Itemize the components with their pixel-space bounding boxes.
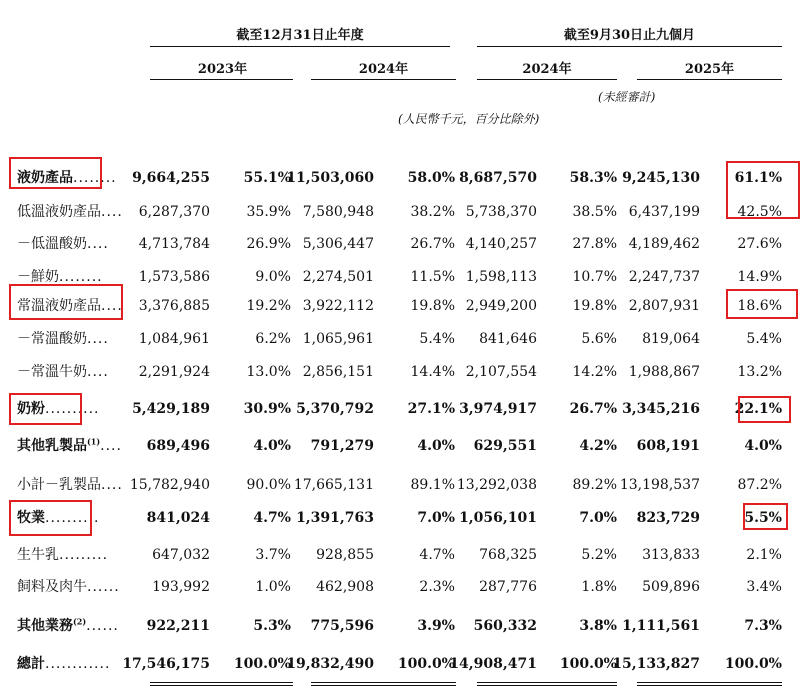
amount-cell: 823,729 <box>636 510 700 526</box>
amount-cell: 4,140,257 <box>465 236 537 252</box>
percent-cell: 35.9% <box>246 204 291 220</box>
row-label-text: 其他乳製品 <box>17 438 87 454</box>
leader-dots: ........ <box>73 170 117 186</box>
leader-dots: ........ <box>59 269 103 285</box>
percent-cell: 7.0% <box>579 510 617 526</box>
amount-cell: 287,776 <box>479 579 537 595</box>
percent-cell: 90.0% <box>246 477 291 493</box>
amount-cell: 13,292,038 <box>456 477 537 493</box>
amount-cell: 6,287,370 <box>138 204 210 220</box>
row-label <box>17 325 109 353</box>
percent-cell: 14.4% <box>410 364 455 380</box>
percent-cell: 87.2% <box>737 477 782 493</box>
percent-cell: 27.6% <box>737 236 782 252</box>
amount-cell: 6,437,199 <box>628 204 700 220</box>
leader-dots: .... <box>101 477 123 493</box>
amount-cell: 791,279 <box>310 438 374 454</box>
footnote-marker: (1) <box>87 436 101 447</box>
percent-cell: 100.0% <box>724 656 782 672</box>
percent-cell: 61.1% <box>734 170 782 186</box>
amount-cell: 2,807,931 <box>628 298 700 314</box>
header-annual-underline <box>150 46 450 47</box>
unaudited-note: (未經審計) <box>598 90 656 104</box>
percent-cell: 22.1% <box>734 401 782 417</box>
percent-cell: 38.5% <box>572 204 617 220</box>
leader-dots: .... <box>101 298 123 314</box>
percent-cell: 26.9% <box>246 236 291 252</box>
percent-cell: 100.0% <box>397 656 455 672</box>
amount-cell: 9,245,130 <box>622 170 700 186</box>
amount-cell: 928,855 <box>316 547 374 563</box>
row-label-text: －鮮奶 <box>17 269 59 285</box>
leader-dots: .... <box>87 331 109 347</box>
percent-cell: 27.1% <box>407 401 455 417</box>
row-label <box>17 541 108 569</box>
unit-note: (人民幣千元，百分比除外) <box>398 112 540 126</box>
table-row <box>0 504 807 532</box>
year-header-3: 2024年 <box>522 62 572 77</box>
percent-cell: 4.7% <box>253 510 291 526</box>
amount-cell: 4,189,462 <box>628 236 700 252</box>
highlight-box-milk-powder-label <box>9 393 82 425</box>
amount-cell: 647,032 <box>152 547 210 563</box>
amount-cell: 5,738,370 <box>465 204 537 220</box>
percent-cell: 100.0% <box>233 656 291 672</box>
row-label-text: 總計 <box>17 656 45 672</box>
amount-cell: 1,111,561 <box>622 618 700 634</box>
row-label <box>17 230 109 258</box>
percent-cell: 14.9% <box>737 269 782 285</box>
percent-cell: 30.9% <box>243 401 291 417</box>
header-ninemonth-group: 截至9月30日止九個月 <box>563 28 696 43</box>
table-row <box>0 358 807 386</box>
percent-cell: 100.0% <box>559 656 617 672</box>
table-row <box>0 650 807 678</box>
amount-cell: 2,107,554 <box>465 364 537 380</box>
amount-cell: 841,024 <box>146 510 210 526</box>
table-row <box>0 612 807 640</box>
year-underline-4 <box>637 79 782 80</box>
row-label <box>17 573 120 601</box>
row-label-text: 小計－乳製品 <box>17 477 101 493</box>
highlight-box-ranching-value <box>743 503 788 530</box>
percent-cell: 2.1% <box>746 547 782 563</box>
percent-cell: 4.7% <box>419 547 455 563</box>
leader-dots: .......... <box>45 510 100 526</box>
row-label-text: 奶粉 <box>17 401 45 417</box>
amount-cell: 8,687,570 <box>459 170 537 186</box>
row-label <box>17 471 123 499</box>
highlight-box-ambient-value <box>726 289 798 319</box>
amount-cell: 5,429,189 <box>132 401 210 417</box>
amount-cell: 1,988,867 <box>628 364 700 380</box>
year-underline-2 <box>311 79 456 80</box>
row-label-text: －常溫酸奶 <box>17 331 87 347</box>
total-double-rule-3 <box>477 682 617 686</box>
total-double-rule-1 <box>150 682 293 686</box>
year-underline-1 <box>150 79 293 80</box>
row-label-text: 其他業務 <box>17 618 73 634</box>
amount-cell: 841,646 <box>479 331 537 347</box>
footnote-marker: (2) <box>73 616 87 627</box>
percent-cell: 26.7% <box>569 401 617 417</box>
row-label-text: 牧業 <box>17 510 45 526</box>
percent-cell: 18.6% <box>737 298 782 314</box>
percent-cell: 1.8% <box>581 579 617 595</box>
table-row <box>0 164 807 192</box>
percent-cell: 9.0% <box>255 269 291 285</box>
percent-cell: 4.0% <box>744 438 782 454</box>
amount-cell: 1,391,763 <box>296 510 374 526</box>
amount-cell: 5,306,447 <box>302 236 374 252</box>
percent-cell: 89.1% <box>410 477 455 493</box>
leader-dots: .... <box>101 204 123 220</box>
amount-cell: 775,596 <box>310 618 374 634</box>
amount-cell: 608,191 <box>636 438 700 454</box>
percent-cell: 55.1% <box>243 170 291 186</box>
percent-cell: 14.2% <box>572 364 617 380</box>
row-label <box>17 612 119 640</box>
percent-cell: 26.7% <box>410 236 455 252</box>
percent-cell: 19.8% <box>410 298 455 314</box>
highlight-box-ambient-label <box>9 284 123 320</box>
row-label <box>17 358 109 386</box>
amount-cell: 193,992 <box>152 579 210 595</box>
amount-cell: 922,211 <box>146 618 210 634</box>
year-underline-3 <box>477 79 617 80</box>
amount-cell: 3,345,216 <box>622 401 700 417</box>
percent-cell: 6.2% <box>255 331 291 347</box>
total-double-rule-4 <box>637 682 782 686</box>
year-header-4: 2025年 <box>684 62 735 77</box>
highlight-box-milk-powder-value <box>738 396 791 423</box>
highlight-box-liquid-milk-values <box>726 161 800 219</box>
amount-cell: 15,782,940 <box>129 477 210 493</box>
row-label-text: 生牛乳 <box>17 547 59 563</box>
amount-cell: 13,198,537 <box>619 477 700 493</box>
table-row <box>0 541 807 569</box>
percent-cell: 5.2% <box>581 547 617 563</box>
header-annual-group: 截至12月31日止年度 <box>236 28 364 43</box>
amount-cell: 3,974,917 <box>459 401 537 417</box>
percent-cell: 3.4% <box>746 579 782 595</box>
row-label-text: －常溫牛奶 <box>17 364 87 380</box>
amount-cell: 11,503,060 <box>286 170 374 186</box>
amount-cell: 768,325 <box>479 547 537 563</box>
percent-cell: 5.6% <box>581 331 617 347</box>
row-label-text: －低溫酸奶 <box>17 236 87 252</box>
leader-dots: .... <box>87 364 109 380</box>
table-row <box>0 325 807 353</box>
table-row <box>0 230 807 258</box>
amount-cell: 1,065,961 <box>302 331 374 347</box>
amount-cell: 2,291,924 <box>138 364 210 380</box>
amount-cell: 1,598,113 <box>465 269 537 285</box>
percent-cell: 27.8% <box>572 236 617 252</box>
percent-cell: 1.0% <box>255 579 291 595</box>
percent-cell: 5.4% <box>746 331 782 347</box>
percent-cell: 89.2% <box>572 477 617 493</box>
percent-cell: 10.7% <box>572 269 617 285</box>
amount-cell: 819,064 <box>642 331 700 347</box>
amount-cell: 509,896 <box>642 579 700 595</box>
amount-cell: 1,056,101 <box>459 510 537 526</box>
percent-cell: 42.5% <box>737 204 782 220</box>
total-double-rule-2 <box>311 682 456 686</box>
percent-cell: 19.2% <box>246 298 291 314</box>
percent-cell: 3.8% <box>579 618 617 634</box>
leader-dots: ...... <box>86 618 119 634</box>
row-label-text: 飼料及肉牛 <box>17 579 87 595</box>
amount-cell: 4,713,784 <box>138 236 210 252</box>
amount-cell: 629,551 <box>473 438 537 454</box>
percent-cell: 5.4% <box>419 331 455 347</box>
table-row <box>0 395 807 423</box>
percent-cell: 13.0% <box>246 364 291 380</box>
year-header-2: 2024年 <box>358 62 409 77</box>
amount-cell: 7,580,948 <box>302 204 374 220</box>
leader-dots: ......... <box>59 547 109 563</box>
amount-cell: 560,332 <box>473 618 537 634</box>
percent-cell: 11.5% <box>410 269 455 285</box>
percent-cell: 58.3% <box>569 170 617 186</box>
leader-dots: ............ <box>45 656 111 672</box>
percent-cell: 19.8% <box>572 298 617 314</box>
percent-cell: 4.0% <box>253 438 291 454</box>
amount-cell: 5,370,792 <box>296 401 374 417</box>
amount-cell: 2,247,737 <box>628 269 700 285</box>
highlight-box-ranching-label <box>9 500 92 536</box>
year-header-1: 2023年 <box>197 62 248 77</box>
amount-cell: 2,856,151 <box>302 364 374 380</box>
percent-cell: 5.3% <box>253 618 291 634</box>
percent-cell: 4.2% <box>579 438 617 454</box>
percent-cell: 58.0% <box>407 170 455 186</box>
highlight-box-liquid-milk-label <box>9 157 102 189</box>
table-row <box>0 432 807 460</box>
amount-cell: 3,922,112 <box>302 298 374 314</box>
row-label-text: 常溫液奶產品 <box>17 298 101 314</box>
amount-cell: 462,908 <box>316 579 374 595</box>
row-label <box>17 650 110 678</box>
leader-dots: ...... <box>87 579 120 595</box>
leader-dots: .... <box>100 438 122 454</box>
amount-cell: 17,665,131 <box>293 477 374 493</box>
amount-cell: 313,833 <box>642 547 700 563</box>
percent-cell: 38.2% <box>410 204 455 220</box>
amount-cell: 9,664,255 <box>132 170 210 186</box>
amount-cell: 1,573,586 <box>138 269 210 285</box>
percent-cell: 4.0% <box>417 438 455 454</box>
amount-cell: 3,376,885 <box>138 298 210 314</box>
amount-cell: 2,274,501 <box>302 269 374 285</box>
row-label <box>17 198 123 226</box>
percent-cell: 7.0% <box>417 510 455 526</box>
leader-dots: .......... <box>45 401 100 417</box>
leader-dots: .... <box>87 236 109 252</box>
percent-cell: 3.7% <box>255 547 291 563</box>
amount-cell: 15,133,827 <box>612 656 700 672</box>
table-row <box>0 573 807 601</box>
percent-cell: 3.9% <box>417 618 455 634</box>
amount-cell: 19,832,490 <box>286 656 374 672</box>
amount-cell: 17,546,175 <box>122 656 210 672</box>
percent-cell: 5.5% <box>744 510 782 526</box>
amount-cell: 2,949,200 <box>465 298 537 314</box>
header-ninemonth-underline <box>477 46 782 47</box>
table-row <box>0 471 807 499</box>
row-label <box>17 432 122 460</box>
amount-cell: 1,084,961 <box>138 331 210 347</box>
row-label-text: 低溫液奶產品 <box>17 204 101 220</box>
amount-cell: 689,496 <box>146 438 210 454</box>
table-row <box>0 198 807 226</box>
row-label-text: 液奶產品 <box>17 170 73 186</box>
amount-cell: 14,908,471 <box>449 656 537 672</box>
percent-cell: 2.3% <box>419 579 455 595</box>
percent-cell: 13.2% <box>737 364 782 380</box>
percent-cell: 7.3% <box>744 618 782 634</box>
